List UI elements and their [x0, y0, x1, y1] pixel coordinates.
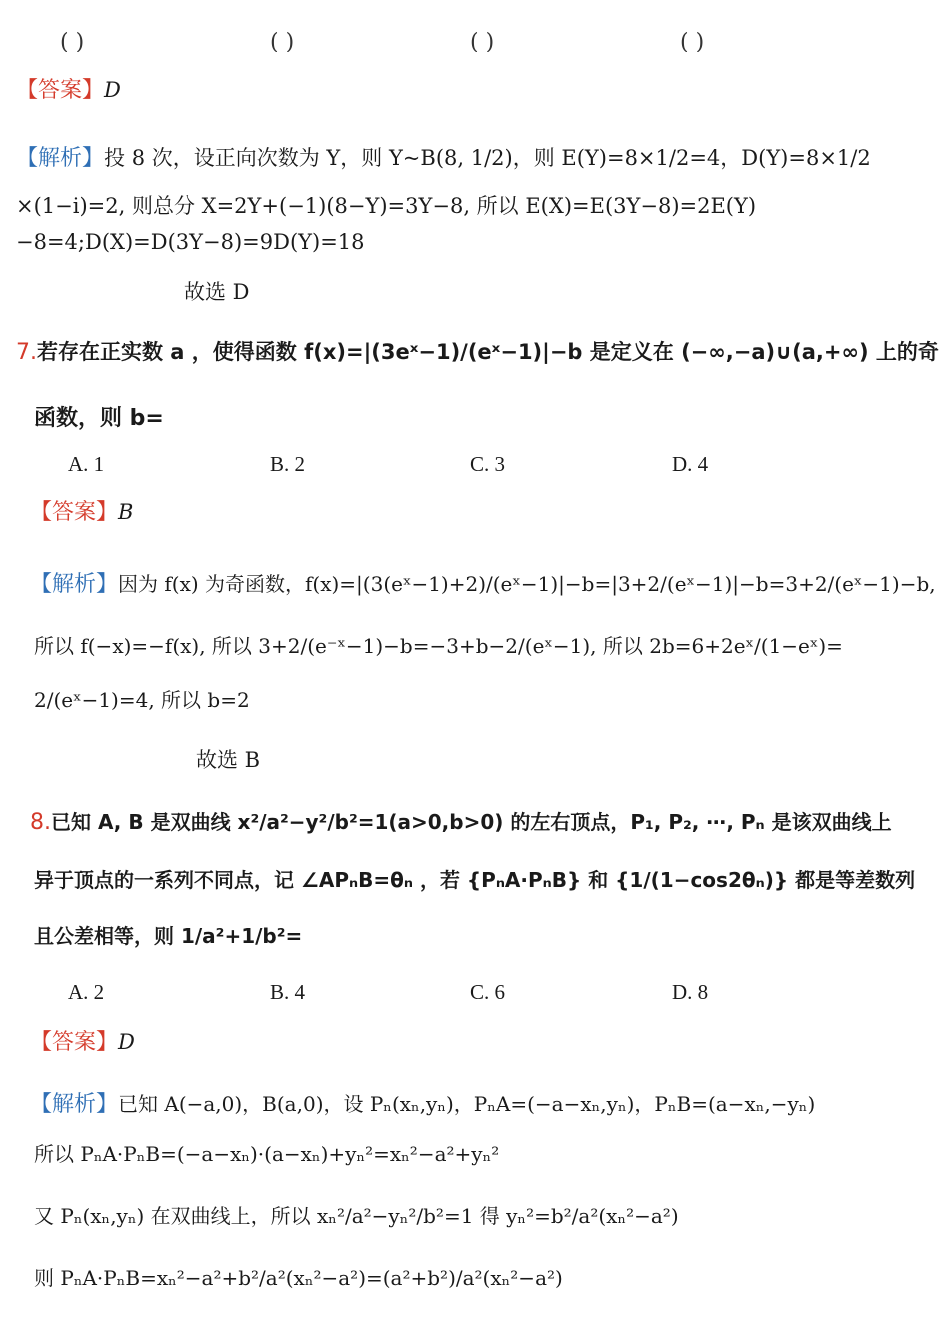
q6-conclusion: 故选 D [184, 280, 250, 304]
question-text: 已知 A, B 是双曲线 x²/a²−y²/b²=1(a>0,b>0) 的左右顶点，P₁, P₂, ⋯, Pₙ 是该双曲线上 [51, 810, 892, 834]
analysis-tag: 【解析】 [30, 572, 119, 597]
q8-answer [30, 1032, 135, 1054]
answer-tag: 【答案】 [16, 78, 105, 103]
answer-tag: 【答案】 [30, 500, 119, 525]
answer-value: D [118, 1030, 135, 1054]
analysis-text: 因为 f(x) 为奇函数，f(x)=|(3(eˣ−1)+2)/(eˣ−1)|−b=|3+2/(eˣ−1)|−b=3+2/(eˣ−1)−b, [118, 572, 936, 596]
q8-stem-line3: 且公差相等，则 1/a²+1/b²= [34, 924, 303, 948]
q7-analysis-line2: 所以 f(−x)=−f(x), 所以 3+2/(e⁻ˣ−1)−b=−3+b−2/(eˣ−1), 所以 2b=6+2eˣ/(1−eˣ)= [34, 634, 843, 658]
q8-analysis-line1 [30, 1094, 815, 1116]
q7-stem-line2: 函数，则 b= [34, 406, 164, 431]
top-fragment: ( ) [60, 30, 85, 52]
cut-off-bottom-region [0, 1262, 950, 1292]
q6-analysis-line2: ×(1−i)=2, 则总分 X=2Y+(−1)(8−Y)=3Y−8, 所以 E(X)=E(3Y−8)=2E(Y) [16, 194, 757, 218]
q8-analysis-line2: 所以 PₙA·PₙB=(−a−xₙ)·(a−xₙ)+yₙ²=xₙ²−a²+yₙ² [34, 1142, 500, 1166]
q7-stem-line1 [16, 342, 939, 364]
analysis-text: 投 8 次，设正向次数为 Y，则 Y~B(8, 1/2)，则 E(Y)=8×1/2=4，D(Y)=8×1/2 [104, 146, 871, 170]
option-c: C. 6 [470, 980, 506, 1004]
option-a: A. 1 [68, 452, 105, 476]
q6-analysis-line3: −8=4;D(X)=D(3Y−8)=9D(Y)=18 [16, 230, 365, 254]
question-text: 若存在正实数 a ，使得函数 f(x)=|(3eˣ−1)/(eˣ−1)|−b 是定义在 (−∞,−a)∪(a,+∞) 上的奇 [37, 340, 939, 364]
option-b: B. 4 [270, 980, 306, 1004]
q7-conclusion: 故选 B [196, 748, 261, 772]
option-b: B. 2 [270, 452, 306, 476]
q8-stem-line1 [30, 812, 892, 834]
option-c: C. 3 [470, 452, 506, 476]
q6-answer [16, 80, 121, 102]
top-fragment: ( ) [680, 30, 705, 52]
q6-analysis-line1 [16, 148, 871, 170]
top-cut-fragment-row [0, 0, 950, 52]
question-number: 7. [16, 340, 37, 365]
option-d: D. 4 [672, 452, 709, 476]
q7-answer [30, 502, 133, 524]
answer-tag: 【答案】 [30, 1030, 119, 1055]
question-number: 8. [30, 810, 51, 835]
answer-value: B [118, 500, 134, 524]
q8-stem-line2: 异于顶点的一系列不同点，记 ∠APₙB=θₙ ，若 {PₙA·PₙB} 和 {1/(1−cos2θₙ)} 都是等差数列 [34, 868, 916, 892]
q7-analysis-line1 [30, 574, 936, 596]
option-d: D. 8 [672, 980, 709, 1004]
top-fragment: ( ) [270, 30, 295, 52]
top-fragment: ( ) [470, 30, 495, 52]
q8-analysis-line4: 则 PₙA·PₙB=xₙ²−a²+b²/a²(xₙ²−a²)=(a²+b²)/a²(xₙ²−a²) [34, 1266, 563, 1290]
analysis-text: 已知 A(−a,0)，B(a,0)，设 Pₙ(xₙ,yₙ)，PₙA=(−a−xₙ,yₙ)，PₙB=(a−xₙ,−yₙ) [118, 1092, 816, 1116]
option-a: A. 2 [68, 980, 105, 1004]
answer-value: D [104, 78, 121, 102]
q8-analysis-line3: 又 Pₙ(xₙ,yₙ) 在双曲线上，所以 xₙ²/a²−yₙ²/b²=1 得 yₙ²=b²/a²(xₙ²−a²) [34, 1204, 679, 1228]
analysis-tag: 【解析】 [16, 146, 105, 171]
analysis-tag: 【解析】 [30, 1092, 119, 1117]
q7-analysis-line3: 2/(eˣ−1)=4, 所以 b=2 [34, 688, 250, 712]
